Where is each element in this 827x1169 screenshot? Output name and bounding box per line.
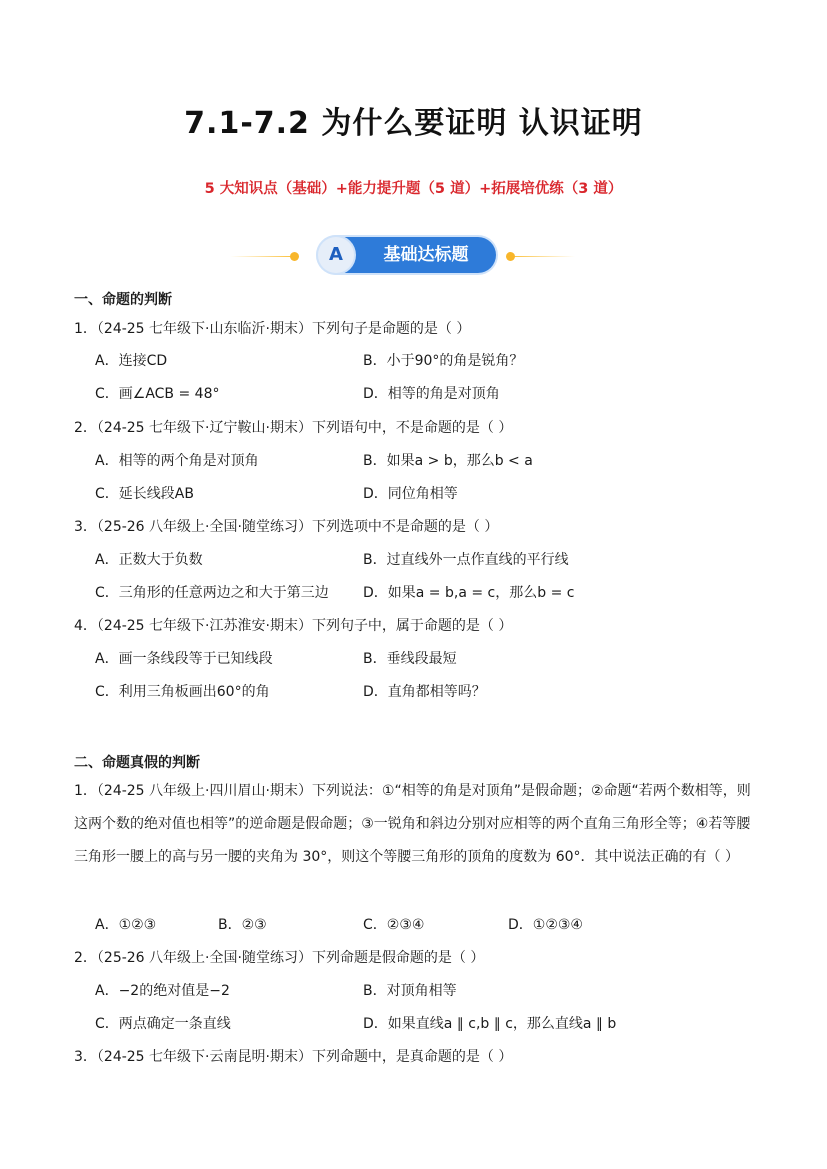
option-c: C．画∠ACB = 48° [95,386,220,402]
option-c: C．两点确定一条直线 [95,1016,231,1032]
option-c: C．延长线段AB [95,486,194,502]
question-stem: 3．（25-26 八年级上·全国·随堂练习）下列选项中不是命题的是（ ） [74,519,499,535]
page-subtitle: 5 大知识点（基础）+能力提升题（5 道）+拓展培优练（3 道） [204,181,623,197]
option-a: A．相等的两个角是对顶角 [95,453,259,469]
banner-letter: A [318,237,354,273]
page-title: 7.1-7.2 为什么要证明 认识证明 [184,106,643,141]
question-stem: 4．（24-25 七年级下·江苏淮安·期末）下列句子中，属于命题的是（ ） [74,618,513,634]
option-d: D．①②③④ [508,917,583,933]
banner-line-left [230,256,292,257]
option-a: A．画一条线段等于已知线段 [95,651,273,667]
option-b: B．如果a > b，那么b < a [363,453,533,469]
option-d: D．相等的角是对顶角 [363,386,500,402]
option-a: A．连接CD [95,353,168,369]
option-b: B．对顶角相等 [363,983,457,999]
section-heading: 一、命题的判断 [74,292,172,308]
option-a: A．①②③ [95,917,157,933]
section-banner [230,233,575,279]
option-d: D．如果a = b,a = c，那么b = c [363,585,575,601]
option-c: C．三角形的任意两边之和大于第三边 [95,585,329,601]
banner-dot-right [506,252,515,261]
section-heading: 二、命题真假的判断 [74,755,200,771]
option-b: B．垂线段最短 [363,651,457,667]
question-stem: 2．（24-25 七年级下·辽宁鞍山·期末）下列语句中，不是命题的是（ ） [74,420,513,436]
option-a: A．正数大于负数 [95,552,203,568]
option-b: B．小于90°的角是锐角？ [363,353,524,369]
option-b: B．②③ [218,917,267,933]
option-c: C．②③④ [363,917,425,933]
question-stem: 2．（25-26 八年级上·全国·随堂练习）下列命题是假命题的是（ ） [74,950,485,966]
banner-label: 基础达标题 [383,245,469,265]
question-stem: 1．（24-25 七年级下·山东临沂·期末）下列句子是命题的是（ ） [74,321,471,337]
option-d: D．同位角相等 [363,486,458,502]
banner-dot-left [290,252,299,261]
option-d: D．直角都相等吗？ [363,684,486,700]
option-a: A．−2的绝对值是−2 [95,983,230,999]
option-d: D．如果直线a ∥ c,b ∥ c，那么直线a ∥ b [363,1016,617,1032]
banner-line-right [513,256,575,257]
option-b: B．过直线外一点作直线的平行线 [363,552,569,568]
question-stem: 1．（24-25 八年级上·四川眉山·期末）下列说法：①“相等的角是对顶角”是假命题；②命题“若两个数相等，则这两个数的绝对值也相等”的逆命题是假命题；③一锐角和斜边分别对应相等的两个直角三角形全等；④若等腰三角形一腰上的高与另一腰的夹角为 30°，则这个等腰三角形的顶角的度数为 60°．其中说法正确的有（ ） [74,783,751,865]
option-c: C．利用三角板画出60°的角 [95,684,270,700]
question-stem: 3．（24-25 七年级下·云南昆明·期末）下列命题中，是真命题的是（ ） [74,1049,513,1065]
